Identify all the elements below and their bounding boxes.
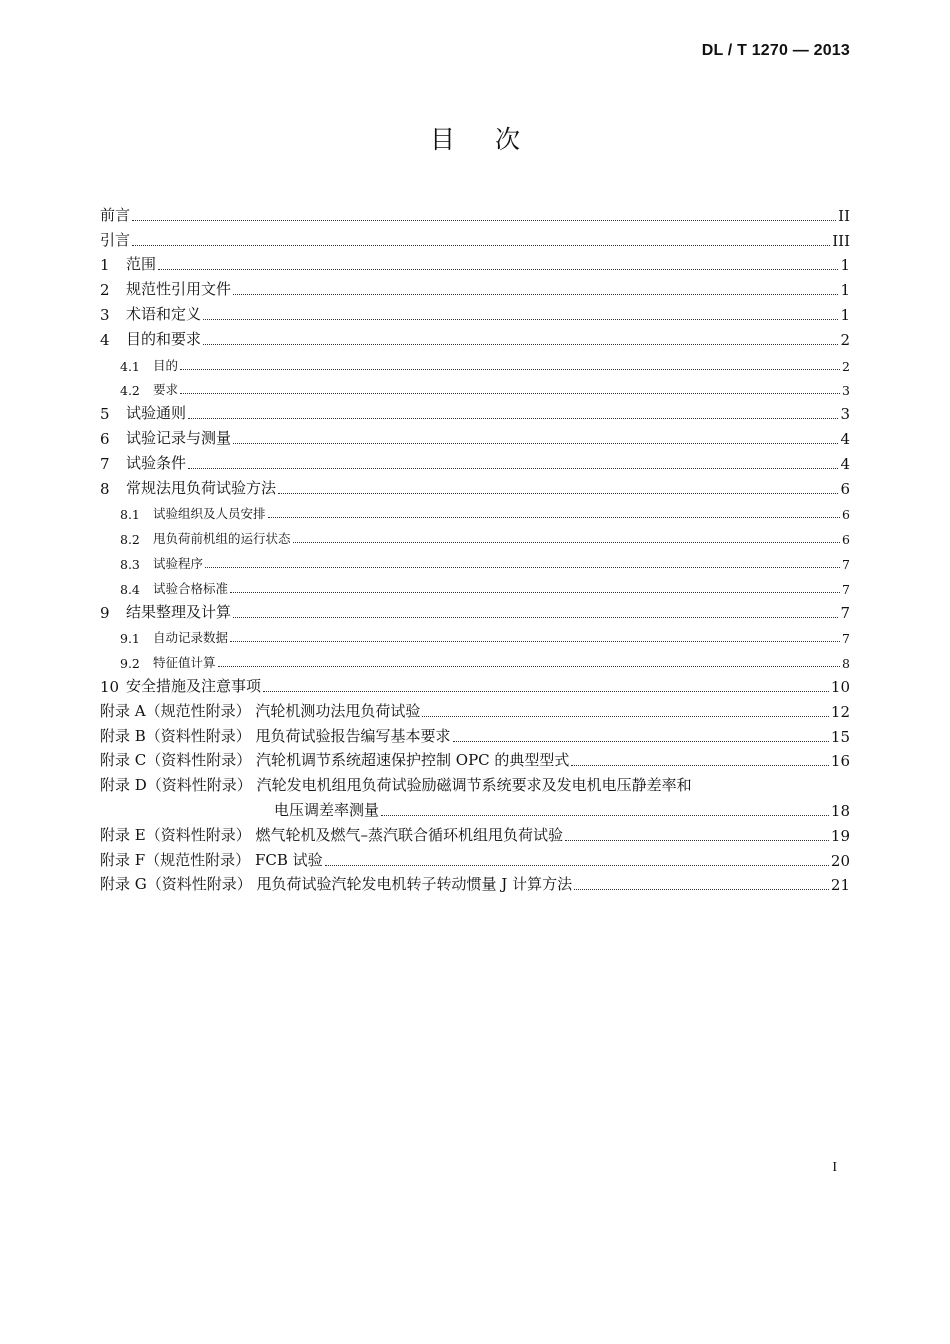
- toc-entry-label: 前言: [100, 205, 131, 224]
- toc-entry-page: 7: [842, 581, 850, 597]
- toc-entry[interactable]: [100, 448, 850, 473]
- toc-entry-label: 试验条件: [126, 453, 187, 472]
- toc-dot-leader: [230, 591, 840, 593]
- page-number: I: [832, 1160, 837, 1175]
- toc-entry-number: 8.4: [120, 581, 140, 597]
- toc-entry[interactable]: [100, 746, 850, 771]
- toc-entry-number: 1: [100, 256, 110, 275]
- toc-dot-leader: [203, 343, 838, 345]
- toc-entry[interactable]: [100, 200, 850, 225]
- toc-entry-page: 10: [830, 677, 850, 696]
- toc-entry[interactable]: [100, 572, 850, 597]
- toc-entry-number: 10: [100, 677, 120, 696]
- toc-entry-page: 3: [840, 405, 850, 424]
- toc-entry[interactable]: [100, 646, 850, 671]
- toc-entry[interactable]: [100, 374, 850, 399]
- toc-entry-label: 试验程序: [153, 555, 204, 571]
- toc-dot-leader: [188, 467, 838, 469]
- toc-entry-label: 附录 F（规范性附录） FCB 试验: [100, 850, 323, 869]
- toc-entry[interactable]: [100, 225, 850, 250]
- toc-entry-number: 9.1: [120, 631, 140, 647]
- toc-entry-label: 附录 G（资料性附录） 甩负荷试验汽轮发电机转子转动惯量 J 计算方法: [100, 875, 573, 894]
- toc-entry-page: 21: [830, 876, 850, 895]
- toc-entry-page: 15: [830, 727, 850, 746]
- toc-entry[interactable]: [100, 845, 850, 870]
- toc-entry[interactable]: [100, 696, 850, 721]
- toc-entry-number: 9.2: [120, 656, 140, 672]
- toc-dot-leader: [132, 219, 836, 221]
- toc-entry-label: 常规法甩负荷试验方法: [126, 478, 277, 497]
- toc-entry-page: 16: [830, 752, 850, 771]
- toc-entry-label: 引言: [100, 230, 131, 249]
- toc-dot-leader: [180, 392, 840, 394]
- toc-entry-page: 7: [842, 631, 850, 647]
- toc-entry-number: 7: [100, 454, 110, 473]
- toc-entry-label: 附录 D（资料性附录） 汽轮发电机组甩负荷试验励磁调节系统要求及发电机电压静差率和: [100, 776, 692, 795]
- toc-entry[interactable]: [100, 597, 850, 622]
- toc-dot-leader: [574, 888, 829, 890]
- toc-entry-label: 甩负荷前机组的运行状态: [153, 531, 291, 547]
- toc-entry-page: 1: [840, 256, 850, 275]
- toc-entry-label: 范围: [126, 255, 157, 274]
- toc-entry-page: 2: [842, 358, 850, 374]
- toc-entry-label: 电压调差率测量: [274, 800, 380, 819]
- toc-entry[interactable]: [100, 324, 850, 349]
- toc-dot-leader: [218, 665, 841, 667]
- toc-entry-label: 附录 B（资料性附录） 甩负荷试验报告编写基本要求: [100, 726, 451, 745]
- toc-dot-leader: [233, 293, 838, 295]
- toc-entry-label: 附录 A（规范性附录） 汽轮机测功法甩负荷试验: [100, 701, 421, 720]
- toc-dot-leader: [205, 566, 840, 568]
- toc-dot-leader: [453, 740, 829, 742]
- toc-entry[interactable]: [100, 870, 850, 895]
- toc-dot-leader: [158, 268, 838, 270]
- toc-entry-page: 18: [830, 801, 850, 820]
- toc-entry-label: 安全措施及注意事项: [126, 676, 262, 695]
- toc-entry[interactable]: [100, 547, 850, 572]
- toc-entry-page: 1: [840, 305, 850, 324]
- toc-entry-number: 4.1: [120, 358, 140, 374]
- toc-dot-leader: [325, 864, 829, 866]
- toc-dot-leader: [180, 368, 840, 370]
- toc-dot-leader: [278, 492, 838, 494]
- toc-entry-page: 6: [842, 532, 850, 548]
- toc-dot-leader: [293, 541, 841, 543]
- toc-entry-page: 20: [830, 851, 850, 870]
- toc-entry-page: 2: [840, 330, 850, 349]
- toc-dot-leader: [263, 690, 829, 692]
- document-code: DL / T 1270 — 2013: [701, 42, 850, 59]
- toc-dot-leader: [203, 318, 838, 320]
- toc-entry-number: 8.3: [120, 556, 140, 572]
- toc-entry[interactable]: [100, 299, 850, 324]
- toc-entry-label: 结果整理及计算: [126, 602, 232, 621]
- toc-entry-label: 附录 C（资料性附录） 汽轮机调节系统超速保护控制 OPC 的典型型式: [100, 751, 570, 770]
- toc-entry-label: 自动记录数据: [153, 630, 229, 646]
- toc-dot-leader: [233, 616, 838, 618]
- toc-entry-number: 8.1: [120, 507, 140, 523]
- toc-entry[interactable]: [100, 671, 850, 696]
- toc-entry-page: 3: [842, 383, 850, 399]
- toc-entry-page: III: [832, 231, 850, 250]
- toc-entry[interactable]: [100, 795, 850, 820]
- toc-entry-label: 目的和要求: [126, 329, 202, 348]
- toc-entry-page: 1: [840, 281, 850, 300]
- toc-entry-label: 术语和定义: [126, 304, 202, 323]
- toc-entry-page: 6: [842, 507, 850, 523]
- toc-dot-leader: [188, 417, 838, 419]
- toc-entry[interactable]: [100, 423, 850, 448]
- toc-dot-leader: [132, 244, 830, 246]
- toc-entry[interactable]: [100, 250, 850, 275]
- toc-entry-number: 8: [100, 479, 110, 498]
- toc-entry-page: II: [838, 206, 850, 225]
- toc-dot-leader: [233, 442, 838, 444]
- toc-entry[interactable]: [100, 398, 850, 423]
- page-title: 目次: [429, 125, 560, 154]
- toc-dot-leader: [565, 839, 829, 841]
- toc-entry[interactable]: [100, 498, 850, 523]
- toc-entry-label: 附录 E（资料性附录） 燃气轮机及燃气–蒸汽联合循环机组甩负荷试验: [100, 825, 563, 844]
- toc-entry-number: 6: [100, 429, 110, 448]
- toc-entry-label: 试验组织及人员安排: [153, 506, 266, 522]
- toc-entry[interactable]: [100, 349, 850, 374]
- toc-entry[interactable]: [100, 522, 850, 547]
- toc-entry[interactable]: [100, 820, 850, 845]
- toc-dot-leader: [230, 640, 840, 642]
- toc-entry-number: 8.2: [120, 532, 140, 548]
- toc-entry-label: 目的: [153, 357, 179, 373]
- toc-entry[interactable]: [100, 274, 850, 299]
- toc-entry-number: 3: [100, 305, 110, 324]
- toc-dot-leader: [268, 516, 841, 518]
- toc-entry-label: 要求: [153, 382, 179, 398]
- toc-entry-page: 7: [842, 556, 850, 572]
- toc-entry[interactable]: [100, 473, 850, 498]
- toc-entry-label: 试验合格标准: [153, 580, 229, 596]
- toc-entry-number: 5: [100, 405, 110, 424]
- toc-entry-label: 特征值计算: [153, 655, 216, 671]
- toc-entry-page: 12: [830, 702, 850, 721]
- toc-entry-page: 19: [830, 826, 850, 845]
- toc-entry-label: 试验记录与测量: [126, 428, 232, 447]
- toc-entry-number: 4.2: [120, 383, 140, 399]
- toc-dot-leader: [381, 814, 829, 816]
- toc-entry-number: 2: [100, 281, 110, 300]
- table-of-contents: [100, 200, 850, 894]
- toc-dot-leader: [422, 715, 829, 717]
- toc-entry-page: 4: [840, 454, 850, 473]
- toc-entry-label: 规范性引用文件: [126, 280, 232, 299]
- toc-entry-number: 4: [100, 330, 110, 349]
- toc-entry-page: 4: [840, 429, 850, 448]
- toc-entry[interactable]: [100, 770, 850, 795]
- toc-entry[interactable]: [100, 622, 850, 647]
- toc-entry-page: 7: [840, 603, 850, 622]
- toc-entry-number: 9: [100, 603, 110, 622]
- toc-entry[interactable]: [100, 721, 850, 746]
- toc-entry-page: 6: [840, 479, 850, 498]
- toc-entry-page: 8: [842, 656, 850, 672]
- toc-entry-label: 试验通则: [126, 404, 187, 423]
- toc-dot-leader: [571, 764, 828, 766]
